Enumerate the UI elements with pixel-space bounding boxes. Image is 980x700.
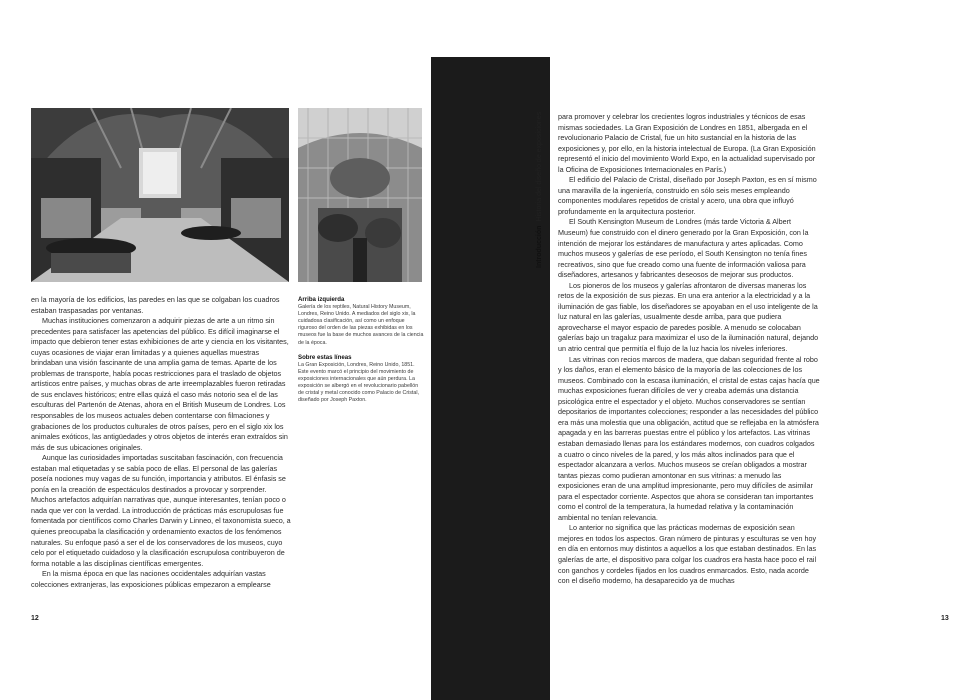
left-paragraph-2: Muchas instituciones comenzaron a adquirir piezas de arte a un ritmo sin precedentes para satisfacer las apetencias del público. Es difícil imaginarse el impacto que debieron tener estas exhibiciones de arte y ciencia en los visitantes, cuyas ocasiones de viajar eran limitadas y a quienes aquellas muestras brindaban una visión fascinante de una amplia gama de temas. Aparte de los problemas de transporte, había pocas restricciones para el traslado de objetos artísticos entre países, y muchas obras de arte irreemplazables fueron retiradas de sus enclaves históricos; entre ellas quizá el caso más notorio sea el de las esculturas del Partenón de Atenas, ahora en el British Museum de Londres. Los responsables de los museos actuales deben contentarse con filmaciones y grabaciones de los productos culturales de otros países, pero en el siglo xix los animales exóticos, las antigüedades y otros objetos de interés eran extraídos sin más de sus ubicaciones originales. xyxy=(31,316,289,452)
crystal-palace-illustration xyxy=(298,108,422,282)
caption-top-left xyxy=(298,296,424,347)
running-head-section: Introducción xyxy=(536,225,543,268)
museum-gallery-photo xyxy=(31,108,289,282)
caption-above xyxy=(298,354,424,405)
running-head xyxy=(534,108,548,268)
running-head-title: Historia del diseño de exposiciones xyxy=(536,111,543,222)
caption-text: Galería de los reptiles, Natural History Museum, Londres, Reino Unido. A mediados del siglo xix, la cuidadosa clasificación, así como un enfoque riguroso del orden de las piezas exhibidas en los museos fue la base de muchos avances de la ciencia de la época. xyxy=(298,304,424,346)
right-paragraph-3: El South Kensington Museum de Londres (más tarde Victoria & Albert Museum) fue construido con el dinero generado por la Gran Exposición, con la intención de mejorar los estándares de manufactura y artes aplicadas. Como muchos museos y galerías de ese período, el South Kensington no tenía fines recreativos, sino que fue creado como una fuente de información valiosa para diseñadores, artesanos y fabricantes deseosos de mejorar sus productos. xyxy=(558,217,809,280)
right-paragraph-4: Los pioneros de los museos y galerías afrontaron de diversas maneras los retos de la exposición de sus piezas. En una era anterior a la electricidad y a la iluminación de gas fiable, los diseñadores se apoyaban en el uso inteligente de la luz natural en las galerías, usualmente desde arriba, para que pudiera aprovecharse el mayor espacio de paredes posible. A menudo se colocaban galerías bajo un tragaluz para maximizar el uso de la iluminación natural, dejando un atrio central que permitía el flujo de la luz hacia los niveles inferiores. xyxy=(558,280,819,354)
museum-gallery-illustration xyxy=(31,108,289,282)
page-number-right: 13 xyxy=(941,615,949,622)
caption-text: La Gran Exposición, Londres, Reino Unido, 1851. Este evento marcó el principio del movimiento de exposiciones internacionales que aún perdura. La exposición se albergó en el revolucionario pabellón de cristal y metal conocido como Palacio de Cristal, diseñado por Joseph Paxton. xyxy=(298,361,419,404)
caption-title: Arriba izquierda xyxy=(298,296,345,303)
caption-title: Sobre estas líneas xyxy=(298,353,352,361)
crystal-palace-photo xyxy=(298,108,422,282)
left-paragraph-4: En la misma época en que las naciones occidentales adquirían vastas colecciones extranjeras, las exposiciones públicas empezaron a emplearse xyxy=(31,569,271,589)
right-paragraph-2: El edificio del Palacio de Cristal, diseñado por Joseph Paxton, es en sí mismo una maravilla de la ingeniería, construido en sólo seis meses empleando componentes modulares repetidos de cristal y acero, una obra que influyó profundamente en la arquitectura posterior. xyxy=(558,175,817,216)
left-paragraph-3: Aunque las curiosidades importadas suscitaban fascinación, con frecuencia estaban mal etiquetadas y se sabía poco de ellas. El personal de las galerías poseía nociones muy vagas de su función, importancia y atributos. El énfasis se ponía en la creación de espectáculos destinados a provocar y sorprender. Muchos artefactos adquirían narrativas que, aunque interesantes, tenían poco o nada que ver con la verdad. La introducción de prácticas más escrupulosas fue fomentada por científicos como Charles Darwin y Linneo, el taxonomista sueco, a quienes preocupaba la clasificación y ordenamiento exactos de los fenómenos naturales. Su enfoque pasó a ser el de los conservadores de los museos, cuyo celo por el etiquetado cuidadoso y la clasificación escrupulosa contribuyeron de forma notable a las disciplinas científicas emergentes. xyxy=(31,453,291,568)
spine-band xyxy=(431,57,550,700)
left-paragraph-1: en la mayoría de los edificios, las paredes en las que se colgaban los cuadros estaban traspasadas por ventanas. xyxy=(31,295,280,315)
right-paragraph-1: para promover y celebrar los crecientes logros industriales y técnicos de esas mismas sociedades. La Gran Exposición de Londres en 1851, albergada en el revolucionario Palacio de Cristal, fue un hito sustancial en la historia de las exposiciones y, por ello, en la historia intelectual de Europa. (La Gran Exposición representó el inicio del movimiento World Expo, en la actualidad supervisado por la Oficina de Exposiciones Internacionales en París.) xyxy=(558,112,816,174)
right-page-body xyxy=(558,112,820,587)
right-paragraph-5: Las vitrinas con recios marcos de madera, que daban seguridad frente al robo y los daños, eran el elemento básico de la mayoría de las colecciones de los museos. Combinado con la escasa iluminación, el cristal de estas cajas hacía que muchas exposiciones fueran difíciles de ver y creaba además una distancia psicológica entre el espectador y el objeto. Muchos conservadores se sentían depositarios de importantes colecciones; responder a las necesidades del público era más una molestia que una obligación, actitud que se reflejaba en la atmósfera apagada y en las barreras puestas entre el público y los artefactos. Las vitrinas estaban demasiado llenas para los estándares modernos, con cuadros colgados a cuatro o cinco niveles de la pared, y los más altos inclinados para que el espectador alcanzara a verlos. Muchos museos se creían obligados a mostrar tantas piezas como pudieran amontonar en sus vitrinas: a menudo las exposiciones eran de una amplitud impresionante, pero muy difíciles de asimilar para el espectador corriente. Aspectos que ahora se consideran tan importantes como el control de la temperatura, la humedad relativa y la contaminación ambiental no tenían relevancia. xyxy=(558,354,820,522)
photo-captions xyxy=(298,296,424,411)
left-page-body xyxy=(31,295,293,590)
page-number-left: 12 xyxy=(31,615,39,622)
right-paragraph-6: Lo anterior no significa que las prácticas modernas de exposición sean mejores en todos los aspectos. Gran número de pinturas y esculturas se ven hoy en día en entornos muy distintos a aquellos a los que estaban destinados. En las galerías de arte, el dispositivo para colgar los cuadros era hasta hace poco el rail con ganchos y cordeles fijados en los cuadros enmarcados. Esto, nada acorde con el diseño moderno, ha desaparecido ya de muchas xyxy=(558,523,817,586)
